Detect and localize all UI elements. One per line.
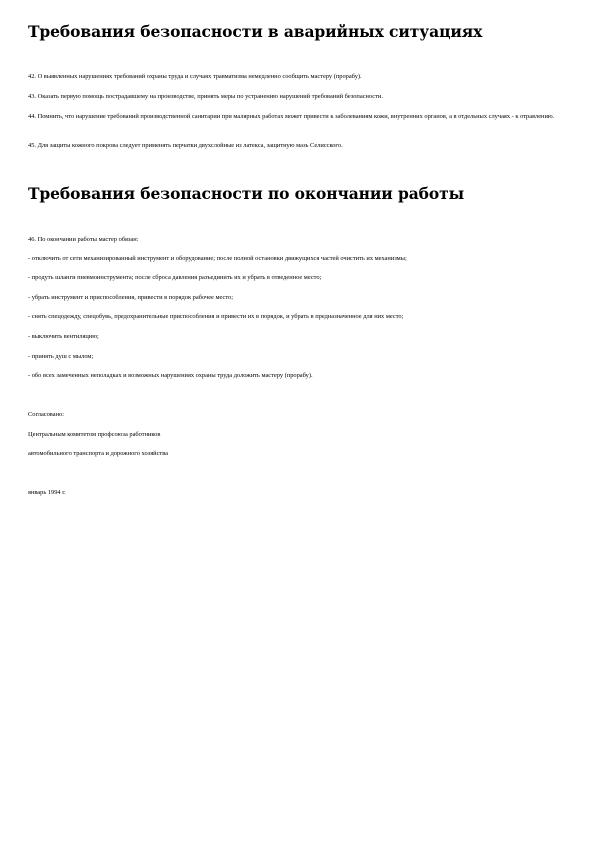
approval-label: Согласовано: bbox=[28, 411, 64, 418]
paragraph-45: 45. Для защиты кожного покрова следует применять перчатки двухслойные из латекса, защитную мазь Селисского. bbox=[28, 142, 343, 149]
list-item: - продуть шланги пневмоинструмента; после сброса давления разъединить их и убрать в отведенное место; bbox=[28, 274, 322, 281]
paragraph-46-intro: 46. По окончании работы мастер обязан: bbox=[28, 236, 139, 243]
paragraph-42: 42. О выявленных нарушениях требований охраны труда и случаях травматизма немедленно сообщить мастеру (прорабу). bbox=[28, 73, 362, 80]
section-title-emergency: Требования безопасности в аварийных ситуациях bbox=[28, 22, 483, 41]
list-item: - выключить вентиляцию; bbox=[28, 333, 99, 340]
list-item: - обо всех замеченных неполадках и возможных нарушениях охраны труда доложить мастеру (прорабу). bbox=[28, 372, 313, 379]
paragraph-44: 44. Помнить, что нарушение требований производственной санитарии при малярных работах может привести к заболеваниям кожи, внутренних органов, а в отдельных случаях - к отравлению. bbox=[28, 113, 555, 120]
approval-committee-line-1: Центральным комитетом профсоюза работников bbox=[28, 431, 161, 438]
approval-committee-line-2: автомобильного транспорта и дорожного хозяйства bbox=[28, 450, 168, 457]
list-item: - снять спецодежду, спецобувь, предохранительные приспособления и привести их в порядок, и убрать в предназначенное для них место; bbox=[28, 313, 404, 320]
list-item: - отключить от сети механизированный инструмент и оборудование; после полной остановки движущихся частей очистить их механизмы; bbox=[28, 255, 407, 262]
list-item: - принять душ с мылом; bbox=[28, 353, 94, 360]
paragraph-43: 43. Оказать первую помощь пострадавшему на производстве, принять меры по устранению нарушений требований безопасности. bbox=[28, 93, 383, 100]
list-item: - убрать инструмент и приспособления, привести в порядок рабочее место; bbox=[28, 294, 234, 301]
approval-date: январь 1994 г. bbox=[28, 489, 66, 496]
section-title-end-of-work: Требования безопасности по окончании работы bbox=[28, 184, 465, 203]
